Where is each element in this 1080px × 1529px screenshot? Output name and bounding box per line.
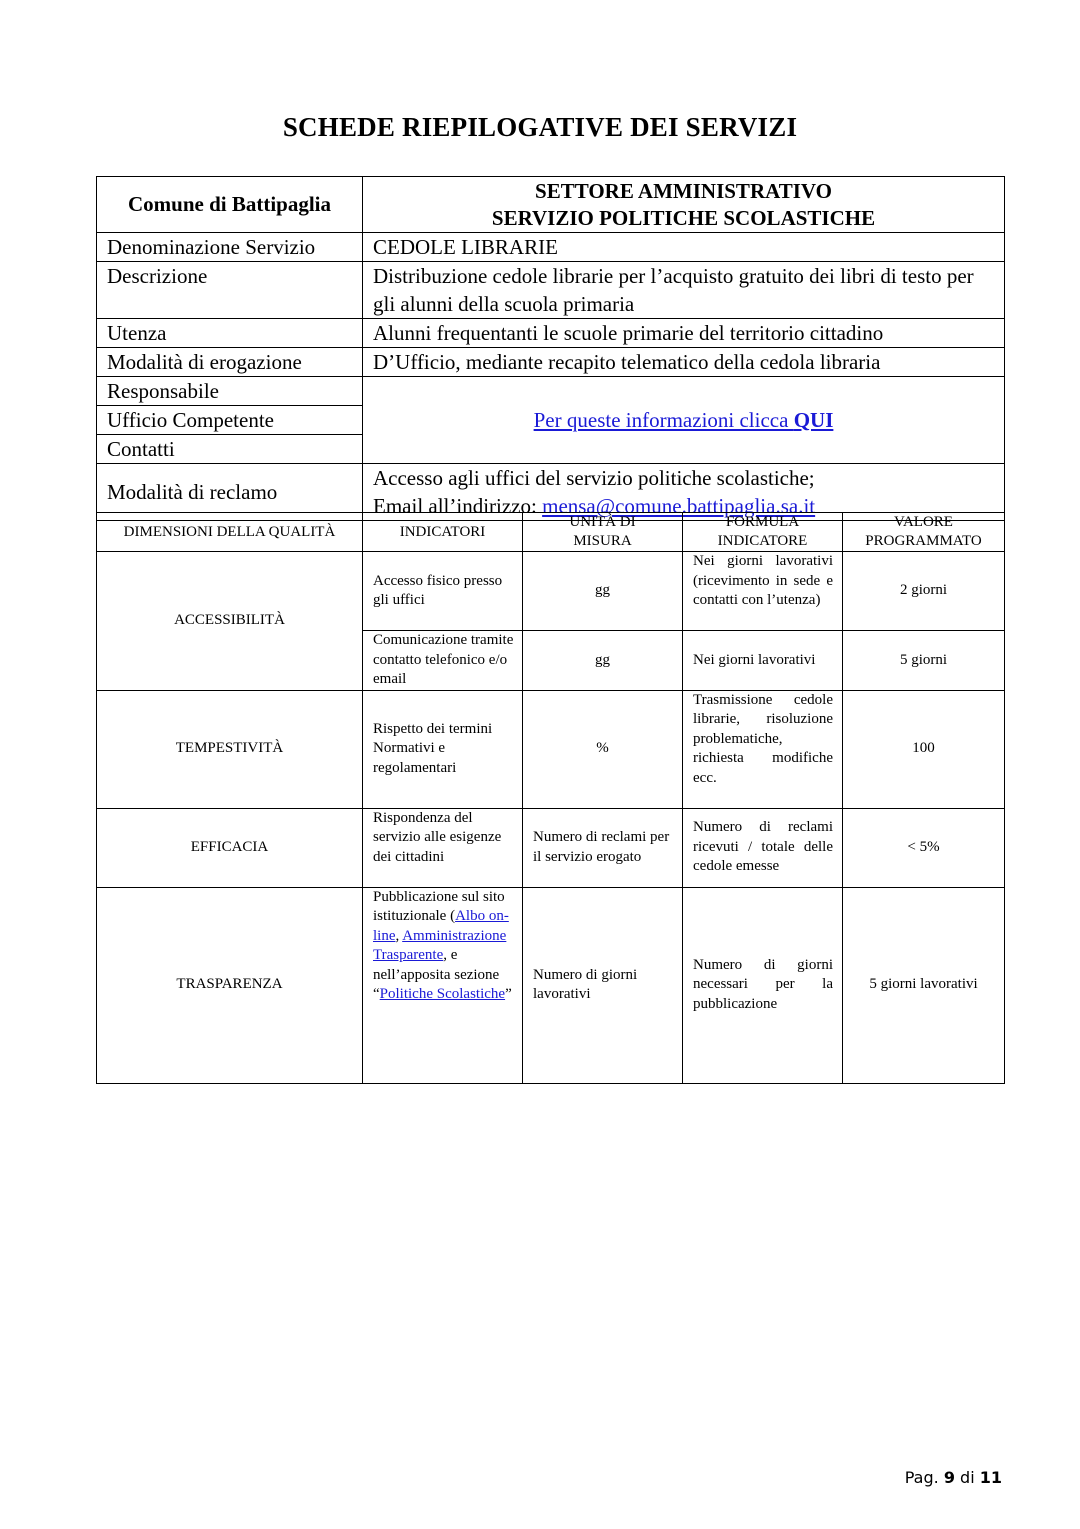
quality-table: [96, 512, 1005, 1084]
acc2-value: 5 giorni: [843, 631, 1005, 691]
acc2-formula: Nei giorni lavorativi: [683, 631, 843, 691]
utenza-label: Utenza: [97, 319, 363, 348]
info-link-text: Per queste informazioni clicca: [533, 408, 794, 432]
acc1-unit: gg: [523, 552, 683, 631]
amministrazione-trasparente-link[interactable]: Amministrazione Trasparente: [373, 927, 507, 963]
header-municipality: Comune di Battipaglia: [97, 177, 363, 233]
reclamo-email-link[interactable]: mensa@comune.battipaglia.sa.it: [542, 494, 816, 518]
tra-ind-text-a: Pubblicazione sul sito istituzionale (: [373, 888, 505, 924]
tra-ind-text-b: ,: [395, 927, 403, 944]
acc1-indicator: Accesso fisico presso gli uffici: [363, 552, 523, 631]
col-valore: [843, 513, 1005, 552]
modalita-erogazione-label: Modalità di erogazione: [97, 348, 363, 377]
reclamo-email-prefix: Email all’indirizzo:: [373, 494, 543, 518]
dim-efficacia: EFFICACIA: [97, 808, 363, 887]
col-unita-l2: MISURA: [573, 533, 632, 549]
dim-accessibilita: ACCESSIBILITÀ: [97, 552, 363, 691]
modalita-erogazione-value: D’Ufficio, mediante recapito telematico della cedola libraria: [363, 348, 1005, 377]
col-valore-l2: PROGRAMMATO: [865, 533, 982, 549]
page-number-current: 9: [943, 1468, 955, 1487]
tra-indicator: [363, 887, 523, 1083]
tra-unit: Numero di giorni lavorativi: [523, 887, 683, 1083]
ufficio-label: Ufficio Competente: [97, 406, 363, 435]
col-formula-l1: FORMULA: [725, 514, 800, 530]
tra-ind-text-d: ”: [505, 986, 512, 1002]
col-unita: [523, 513, 683, 552]
tra-value: 5 giorni lavorativi: [843, 887, 1005, 1083]
page-number-total: 11: [979, 1468, 1002, 1487]
header-sector-line2: SERVIZIO POLITICHE SCOLASTICHE: [491, 205, 876, 230]
service-info-table: [96, 176, 1005, 521]
denominazione-value: CEDOLE LIBRARIE: [363, 233, 1005, 262]
acc1-formula: Nei giorni lavorativi (ricevimento in sede e contatti con l’utenza): [683, 552, 843, 631]
politiche-scolastiche-link[interactable]: Politiche Scolastiche: [379, 986, 506, 1002]
temp-formula: Trasmissione cedole librarie, risoluzione problematiche, richiesta modifiche ecc.: [683, 690, 843, 808]
denominazione-label: Denominazione Servizio: [97, 233, 363, 262]
page-number: [905, 1468, 1002, 1487]
col-indicatori: INDICATORI: [363, 513, 523, 552]
acc1-value: 2 giorni: [843, 552, 1005, 631]
info-cell: [363, 377, 1005, 464]
info-link[interactable]: [534, 408, 834, 432]
dim-tempestivita: TEMPESTIVITÀ: [97, 690, 363, 808]
descrizione-label: Descrizione: [97, 262, 363, 319]
utenza-value: Alunni frequentanti le scuole primarie del territorio cittadino: [363, 319, 1005, 348]
albo-online-link[interactable]: Albo on-line: [373, 908, 509, 944]
eff-unit: Numero di reclami per il servizio erogato: [523, 808, 683, 887]
tra-formula: Numero di giorni necessari per la pubblicazione: [683, 887, 843, 1083]
col-valore-l1: VALORE: [894, 514, 953, 530]
descrizione-value: Distribuzione cedole librarie per l’acquisto gratuito dei libri di testo per gli alunni della scuola primaria: [363, 262, 1005, 319]
contatti-label: Contatti: [97, 435, 363, 464]
eff-value: < 5%: [843, 808, 1005, 887]
col-dimensioni: DIMENSIONI DELLA QUALITÀ: [97, 513, 363, 552]
col-formula: [683, 513, 843, 552]
page-number-prefix: Pag.: [904, 1468, 944, 1487]
col-unita-l1: UNITÀ DI: [569, 514, 636, 530]
dim-trasparenza: TRASPARENZA: [97, 887, 363, 1083]
header-sector-line1: SETTORE AMMINISTRATIVO: [535, 178, 832, 203]
reclamo-label: Modalità di reclamo: [97, 464, 363, 521]
acc2-indicator: Comunicazione tramite contatto telefonico e/o email: [363, 631, 523, 691]
eff-formula: Numero di reclami ricevuti / totale delle cedole emesse: [683, 808, 843, 887]
page-title: SCHEDE RIEPILOGATIVE DEI SERVIZI: [282, 112, 798, 142]
col-formula-l2: INDICATORE: [717, 533, 808, 549]
tra-ind-text-c: , e nell’apposita sezione “: [373, 947, 500, 1002]
reclamo-line1: Accesso agli uffici del servizio politiche scolastiche;: [373, 466, 815, 490]
responsabile-label: Responsabile: [97, 377, 363, 406]
info-link-qui: QUI: [793, 408, 834, 432]
temp-value: 100: [843, 690, 1005, 808]
header-sector: [363, 177, 1005, 233]
page-number-middle: di: [954, 1468, 980, 1487]
temp-unit: %: [523, 690, 683, 808]
acc2-unit: gg: [523, 631, 683, 691]
eff-indicator: Rispondenza del servizio alle esigenze dei cittadini: [363, 808, 523, 887]
temp-indicator: Rispetto dei termini Normativi e regolamentari: [363, 690, 523, 808]
